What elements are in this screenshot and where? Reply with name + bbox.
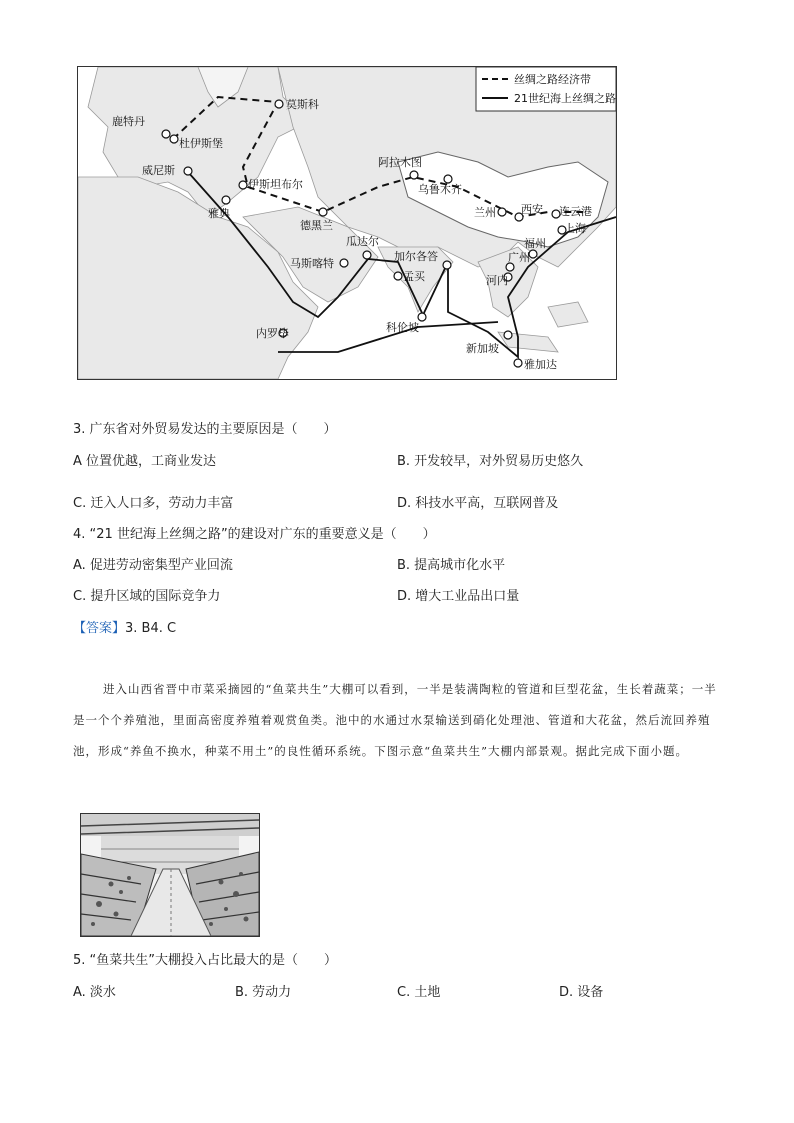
city-marker-singapore	[504, 331, 512, 339]
city-marker-lanzhou	[498, 208, 506, 216]
city-label-singapore: 新加坡	[466, 342, 499, 355]
city-marker-gwadar	[363, 251, 371, 259]
question-4-option-a[interactable]: A. 促进劳动密集型产业回流	[73, 558, 233, 573]
question-5-option-c[interactable]: C. 土地	[397, 985, 441, 1000]
city-marker-guangzhou	[506, 263, 514, 271]
city-label-tehran: 德黑兰	[300, 219, 333, 232]
city-label-hanoi: 河内	[486, 274, 508, 287]
answer-text: 3. B4. C	[125, 621, 177, 636]
city-label-rotterdam: 鹿特丹	[112, 115, 145, 128]
city-label-urumqi: 乌鲁木齐	[418, 183, 462, 196]
city-label-fuzhou: 福州	[524, 237, 546, 250]
city-label-venice: 威尼斯	[142, 164, 175, 177]
legend-sea-route-label: 21世纪海上丝绸之路	[514, 92, 616, 105]
aquaponics-greenhouse-photo	[80, 813, 260, 937]
question-4-option-d[interactable]: D. 增大工业品出口量	[397, 589, 520, 604]
question-5-option-d[interactable]: D. 设备	[559, 985, 604, 1000]
city-marker-kolkata	[443, 261, 451, 269]
photo-canvas	[81, 814, 259, 936]
answer-line	[73, 620, 176, 638]
city-marker-duisburg	[170, 135, 178, 143]
city-marker-colombo	[418, 313, 426, 321]
legend-land-route-label: 丝绸之路经济带	[514, 73, 591, 86]
city-marker-jakarta	[514, 359, 522, 367]
city-label-colombo: 科伦坡	[386, 321, 419, 334]
city-label-istanbul: 伊斯坦布尔	[248, 178, 303, 191]
city-label-guangzhou: 广州	[508, 251, 530, 264]
city-label-gwadar: 瓜达尔	[346, 235, 379, 248]
question-5-option-b[interactable]: B. 劳动力	[235, 985, 292, 1000]
city-marker-athens	[222, 196, 230, 204]
city-label-athens: 雅典	[208, 207, 230, 220]
city-marker-urumqi	[444, 175, 452, 183]
question-3-option-b[interactable]: B. 开发较早，对外贸易历史悠久	[397, 454, 584, 469]
question-3-stem: 3. 广东省对外贸易发达的主要原因是（ ）	[73, 422, 337, 437]
question-5-stem: 5. “鱼菜共生”大棚投入占比最大的是（ ）	[73, 953, 338, 968]
question-3-option-d[interactable]: D. 科技水平高，互联网普及	[397, 496, 559, 511]
city-marker-istanbul	[239, 181, 247, 189]
question-4-option-b[interactable]: B. 提高城市化水平	[397, 558, 506, 573]
city-marker-moscow	[275, 100, 283, 108]
city-label-almaty: 阿拉木图	[378, 156, 422, 169]
city-label-shanghai: 上海	[564, 222, 586, 235]
city-label-lianyungang: 连云港	[559, 205, 592, 218]
map-legend	[476, 67, 616, 111]
city-marker-rotterdam	[162, 130, 170, 138]
question-4-option-c[interactable]: C. 提升区域的国际竞争力	[73, 589, 221, 604]
city-marker-muscat	[340, 259, 348, 267]
answer-tag: 【答案】	[73, 621, 126, 636]
city-marker-venice	[184, 167, 192, 175]
city-label-kolkata: 加尔各答	[394, 250, 438, 263]
city-label-muscat: 马斯喀特	[290, 257, 334, 270]
city-label-duisburg: 杜伊斯堡	[179, 137, 223, 150]
city-marker-almaty	[410, 171, 418, 179]
city-label-xian: 西安	[521, 203, 543, 216]
city-label-jakarta: 雅加达	[524, 358, 557, 371]
city-label-lanzhou: 兰州	[474, 206, 496, 219]
question-5-option-a[interactable]: A. 淡水	[73, 985, 116, 1000]
city-marker-fuzhou	[529, 250, 537, 258]
question-3-option-a[interactable]: A 位置优越，工商业发达	[73, 454, 217, 469]
city-label-nairobi: 内罗毕	[256, 327, 289, 340]
city-label-mumbai: 孟买	[403, 270, 425, 283]
map-canvas	[78, 67, 616, 379]
question-3-option-c[interactable]: C. 迁入人口多，劳动力丰富	[73, 496, 234, 511]
silk-road-map	[77, 66, 617, 380]
city-label-moscow: 莫斯科	[286, 98, 319, 111]
city-marker-mumbai	[394, 272, 402, 280]
reading-passage: 进入山西省晋中市菜采摘园的“鱼菜共生”大棚可以看到，一半是装满陶粒的管道和巨型花盆，生长着蔬菜；一半是一个个养殖池，里面高密度养殖着观赏鱼类。池中的水通过水泵输送到硝化处理池、管道和大花盆，然后流回养殖池，形成“养鱼不换水，种菜不用土”的良性循环系统。下图示意“鱼菜共生”大棚内部景观。据此完成下面小题。	[73, 682, 717, 758]
question-4-stem: 4. “21 世纪海上丝绸之路”的建设对广东的重要意义是（ ）	[73, 527, 436, 542]
city-marker-tehran	[319, 208, 327, 216]
